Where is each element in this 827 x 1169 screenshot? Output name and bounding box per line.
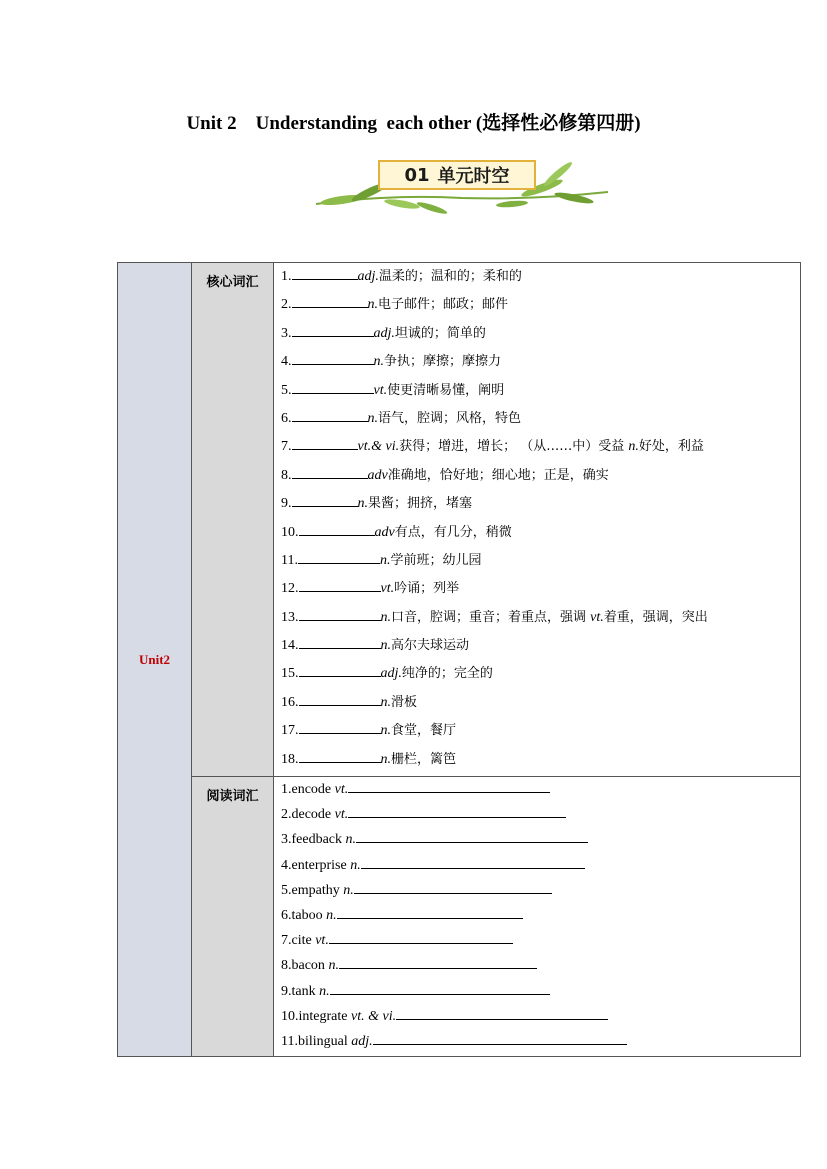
answer-blank[interactable] [330,981,550,995]
english-word: 7.cite [281,933,316,949]
meaning: 准确地，恰好地；细心地；正是，确实 [387,467,609,483]
answer-blank[interactable] [292,293,368,308]
item-number: 9. [281,496,292,512]
section-banner [312,154,612,216]
part-of-speech: vt.& vi. [357,439,400,455]
core-vocab-item [281,435,800,463]
reading-vocab-item [281,1031,800,1056]
reading-vocab-item [281,855,800,880]
core-vocab-item [281,634,800,662]
part-of-speech: n. [345,832,357,848]
part-of-speech: n. [326,907,337,923]
reading-vocab-item [281,779,800,804]
part-of-speech: adv [367,467,388,483]
meaning: 滑板 [391,694,418,710]
part-of-speech: n. [380,694,391,710]
part-of-speech: n. [380,609,391,625]
part-of-speech: adj. [357,269,379,284]
core-vocab-category: 核心词汇 [192,263,274,777]
item-number: 2. [281,297,292,313]
answer-blank[interactable] [292,407,368,422]
answer-blank[interactable] [339,955,537,969]
core-vocab-item [281,719,800,747]
core-vocab-item [281,748,800,776]
english-word: 11.bilingual [281,1033,352,1049]
part-of-speech: adj. [380,666,402,682]
answer-blank[interactable] [299,521,375,536]
unit-label-cell [118,263,192,1057]
item-number: 18. [281,751,299,767]
core-vocab-item [281,379,800,407]
item-number: 16. [281,694,299,710]
answer-blank[interactable] [396,1006,608,1020]
part-of-speech: vt. [590,609,604,625]
item-number: 3. [281,325,292,341]
reading-vocab-item [281,1006,800,1031]
item-number: 15. [281,666,299,682]
vocabulary-table [117,262,801,1057]
item-number: 7. [281,439,292,455]
part-of-speech: n. [380,638,391,654]
item-number: 4. [281,354,292,370]
english-word: 1.encode [281,782,335,798]
reading-vocab-item [281,930,800,955]
core-vocab-item [281,691,800,719]
meaning: 高尔夫球运动 [391,638,470,654]
unit-label: Unit2 [138,651,171,667]
core-vocab-item [281,521,800,549]
item-number: 12. [281,581,299,597]
reading-vocab-category: 阅读词汇 [192,777,274,1057]
english-word: 8.bacon [281,958,329,974]
item-number: 6. [281,410,292,426]
meaning: 果酱；拥挤，堵塞 [368,496,473,512]
answer-blank[interactable] [299,691,381,706]
core-vocab-item [281,265,800,293]
item-number: 17. [281,723,299,739]
answer-blank[interactable] [354,880,552,894]
part-of-speech: vt. [334,782,349,798]
part-of-speech: vt. [373,382,388,398]
core-vocab-item [281,464,800,492]
meaning: 有点，有几分，稍微 [394,524,512,540]
banner-text: 单元时空 [437,166,510,187]
answer-blank[interactable] [292,464,368,479]
core-vocab-item [281,606,800,634]
answer-blank[interactable] [292,322,374,337]
answer-blank[interactable] [292,435,358,450]
item-number: 14. [281,638,299,654]
answer-blank[interactable] [299,577,381,592]
banner-label [378,160,536,190]
core-vocab-item [281,577,800,605]
answer-blank[interactable] [348,804,566,818]
part-of-speech: n. [380,751,391,767]
part-of-speech: vt. [334,807,349,823]
meaning: 争执；摩擦；摩擦力 [384,354,502,370]
part-of-speech: n. [350,857,361,873]
meaning: 着重，强调，突出 [603,609,708,625]
part-of-speech: n. [367,410,378,426]
item-number: 8. [281,467,292,483]
answer-blank[interactable] [298,549,380,564]
item-number: 11. [281,552,298,568]
english-word: 2.decode [281,807,335,823]
english-word: 9.tank [281,983,320,999]
part-of-speech: adj. [373,325,395,341]
core-vocab-item [281,549,800,577]
core-vocab-list [274,263,801,777]
answer-blank[interactable] [292,350,374,365]
item-number: 10. [281,524,299,540]
item-number: 13. [281,609,299,625]
meaning: 使更清晰易懂，阐明 [387,382,505,398]
english-word: 4.enterprise [281,857,351,873]
answer-blank[interactable] [299,748,381,763]
part-of-speech: n. [373,354,384,370]
meaning: 纯净的；完全的 [401,666,493,682]
core-vocab-item [281,350,800,378]
item-number: 5. [281,382,292,398]
reading-vocab-item [281,804,800,829]
answer-blank[interactable] [299,719,381,734]
answer-blank[interactable] [329,930,513,944]
core-vocab-item [281,322,800,350]
part-of-speech: n. [380,723,391,739]
answer-blank[interactable] [292,379,374,394]
reading-vocab-item [281,981,800,1006]
answer-blank[interactable] [299,634,381,649]
reading-vocab-item [281,955,800,980]
page-title: Unit 2 Understanding each other (选择性必修第四册) [186,113,641,134]
reading-vocab-item [281,880,800,905]
core-vocab-item [281,407,800,435]
part-of-speech: n. [319,983,330,999]
meaning: 好处，利益 [638,439,704,455]
answer-blank[interactable] [337,905,523,919]
meaning: 栅栏，篱笆 [391,751,457,767]
reading-vocab-item [281,905,800,930]
answer-blank[interactable] [361,855,585,869]
reading-vocab-list [274,777,801,1057]
english-word: 3.feedback [281,832,346,848]
part-of-speech: adj. [351,1033,373,1049]
part-of-speech: n. [628,439,639,455]
part-of-speech: n. [343,882,354,898]
core-vocab-item [281,492,800,520]
answer-blank[interactable] [292,265,358,280]
banner-number: 01 [404,164,430,186]
part-of-speech: vt. & vi. [350,1008,397,1024]
meaning: 获得；增进，增长； （从……中）受益 [399,439,629,455]
core-vocab-item [281,662,800,690]
english-word: 6.taboo [281,907,327,923]
answer-blank[interactable] [299,662,381,677]
meaning: 温柔的；温和的；柔和的 [378,269,522,284]
answer-blank[interactable] [373,1031,627,1045]
core-vocab-item [281,293,800,321]
answer-blank[interactable] [356,829,588,843]
meaning: 学前班；幼儿园 [390,552,482,568]
part-of-speech: n. [328,958,339,974]
meaning: 口音，腔调；重音；着重点，强调 [391,609,591,625]
part-of-speech: n. [367,297,378,313]
part-of-speech: vt. [315,933,329,949]
english-word: 5.empathy [281,882,344,898]
part-of-speech: adv [374,524,395,540]
reading-vocab-item [281,829,800,854]
meaning: 吟诵；列举 [394,581,460,597]
part-of-speech: vt. [380,581,395,597]
item-number: 1. [281,269,292,284]
answer-blank[interactable] [292,492,358,507]
meaning: 坦诚的；简单的 [394,325,486,341]
meaning: 电子邮件；邮政；邮件 [378,297,509,313]
meaning: 食堂，餐厅 [391,723,457,739]
meaning: 语气，腔调；风格，特色 [378,410,522,426]
part-of-speech: n. [379,552,391,568]
answer-blank[interactable] [299,606,381,621]
english-word: 10.integrate [281,1008,351,1024]
part-of-speech: n. [357,496,368,512]
answer-blank[interactable] [348,779,550,793]
